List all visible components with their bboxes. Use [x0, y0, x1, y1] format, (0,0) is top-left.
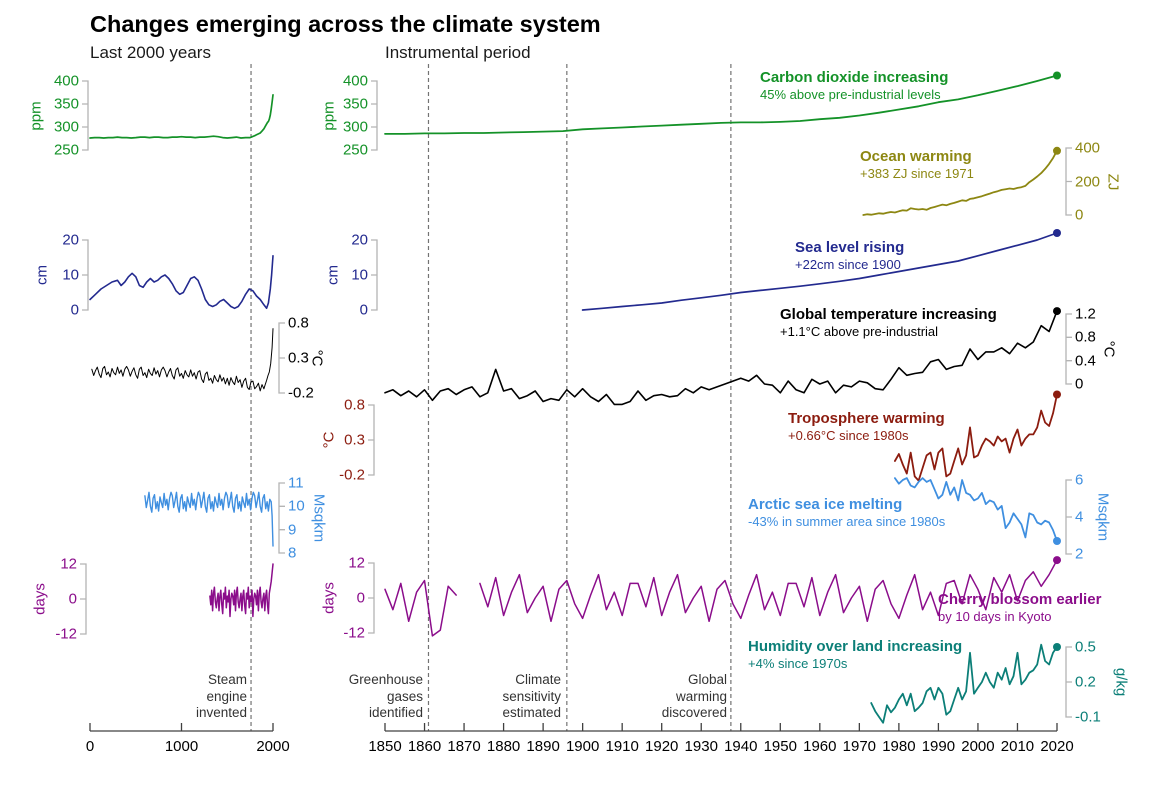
- axis-tick-label-gkg: 0.2: [1075, 673, 1096, 691]
- series-annotation-subtitle: 45% above pre-industrial levels: [760, 87, 941, 102]
- axis-tick-label-cm_r: 20: [351, 231, 368, 249]
- series-annotation-title: Global temperature increasing: [780, 306, 997, 323]
- event-annotation-line: invented: [195, 705, 247, 720]
- series-line-humidity: [871, 645, 1057, 723]
- series-line-sea-instrumental: [583, 233, 1057, 310]
- end-dot-temp-instrumental: [1053, 307, 1061, 315]
- end-dot-cherry-instrumental-b: [1053, 556, 1061, 564]
- axis-tick-label-ppm_r: 300: [342, 118, 368, 136]
- axis-bracket-days_l: [80, 564, 86, 634]
- event-annotation-line: engine: [206, 688, 247, 704]
- x-tick-label: 1920: [645, 738, 679, 755]
- axis-bracket-cm_r: [371, 240, 377, 310]
- series-line-co2-instrumental: [385, 76, 1057, 134]
- axis-tick-label-cm_r: 0: [359, 301, 368, 319]
- axis-tick-label-degc_t: -0.2: [339, 466, 365, 484]
- x-tick-label: 1900: [565, 738, 600, 755]
- x-tick-label: 1890: [526, 738, 560, 755]
- x-axis-instrumental: [385, 723, 1057, 731]
- event-annotation-line: gases: [386, 688, 423, 704]
- axis-bracket-degc_g: [1066, 314, 1072, 384]
- x-tick-label: 1940: [724, 738, 758, 755]
- x-axis-last2000: [90, 723, 273, 731]
- x-tick-label: 2000: [961, 738, 995, 755]
- axis-unit-label-days_r: days: [320, 582, 338, 614]
- x-tick-label: 2000: [256, 738, 290, 755]
- axis-tick-label-degc_l: -0.2: [288, 384, 314, 402]
- axis-tick-label-cm_l: 20: [62, 231, 79, 249]
- series-annotation-title: Cherry blossom earlier: [938, 591, 1102, 608]
- axis-unit-label-cm_l: cm: [33, 265, 51, 285]
- axis-tick-label-degc_g: 1.2: [1075, 305, 1096, 323]
- axis-tick-label-ppm_l: 300: [53, 118, 79, 136]
- series-line-arctic-instrumental: [895, 478, 1057, 541]
- event-annotation-line: warming: [675, 688, 727, 704]
- x-tick-label: 2010: [1000, 738, 1035, 755]
- x-tick-label: 1850: [368, 738, 402, 755]
- axis-unit-label-gkg: g/kg: [1112, 667, 1130, 697]
- axis-tick-label-msqkm_r: 6: [1075, 471, 1084, 489]
- event-annotation-line: estimated: [502, 705, 561, 720]
- series-line-arctic-last2000: [145, 492, 273, 546]
- subtitle-instrumental-period: Instrumental period: [385, 43, 531, 62]
- series-annotation-title: Carbon dioxide increasing: [760, 69, 949, 86]
- axis-bracket-cm_l: [82, 240, 88, 310]
- event-annotation-line: Greenhouse: [348, 672, 423, 687]
- event-annotation-line: Climate: [515, 672, 561, 687]
- event-annotation-line: sensitivity: [502, 688, 561, 704]
- axis-tick-label-days_l: -12: [55, 625, 77, 643]
- x-tick-label: 1870: [447, 738, 481, 755]
- axis-tick-label-ppm_r: 350: [342, 95, 368, 113]
- axis-unit-label-degc_l: °C: [308, 349, 326, 367]
- axis-tick-label-zj: 400: [1075, 139, 1101, 157]
- axis-unit-label-msqkm_l: Msqkm: [310, 493, 328, 543]
- axis-bracket-ppm_r: [371, 81, 377, 150]
- series-annotation-subtitle: +0.66°C since 1980s: [788, 428, 909, 443]
- end-dot-sea-instrumental: [1053, 229, 1061, 237]
- axis-tick-label-gkg: -0.1: [1075, 708, 1101, 726]
- axis-tick-label-cm_l: 0: [70, 301, 79, 319]
- axis-tick-label-msqkm_r: 4: [1075, 508, 1084, 526]
- axis-tick-label-days_r: 0: [356, 589, 365, 607]
- axis-tick-label-cm_l: 10: [62, 266, 79, 284]
- axis-tick-label-cm_r: 10: [351, 266, 368, 284]
- x-tick-label: 0: [85, 738, 95, 755]
- series-line-co2-last2000: [90, 95, 273, 138]
- event-annotation-line: Global: [687, 672, 727, 687]
- axis-bracket-msqkm_l: [279, 483, 285, 553]
- subtitle-last-2000-years: Last 2000 years: [90, 43, 211, 62]
- end-dot-humidity: [1053, 643, 1061, 651]
- axis-unit-label-zj: ZJ: [1104, 173, 1122, 190]
- axis-bracket-ppm_l: [82, 81, 88, 150]
- x-tick-label: 1000: [164, 738, 199, 755]
- end-dot-troposphere: [1053, 391, 1061, 399]
- axis-bracket-msqkm_r: [1066, 480, 1072, 554]
- series-line-ocean-warming: [863, 151, 1057, 215]
- axis-tick-label-msqkm_r: 2: [1075, 545, 1084, 563]
- axis-tick-label-degc_g: 0: [1075, 375, 1084, 393]
- axis-unit-label-days_l: days: [31, 583, 49, 615]
- page-title: Changes emerging across the climate system: [90, 11, 601, 37]
- axis-tick-label-zj: 0: [1075, 206, 1084, 224]
- axis-bracket-degc_l: [279, 323, 285, 393]
- end-dot-ocean-warming: [1053, 147, 1061, 155]
- axis-tick-label-ppm_r: 250: [342, 141, 368, 159]
- axis-tick-label-gkg: 0.5: [1075, 638, 1096, 656]
- axis-bracket-zj: [1066, 148, 1072, 215]
- axis-unit-label-cm_r: cm: [324, 265, 342, 285]
- axis-unit-label-degc_g: °C: [1100, 340, 1118, 358]
- axis-tick-label-days_r: 12: [348, 554, 365, 572]
- axis-unit-label-ppm_l: ppm: [27, 100, 45, 131]
- x-tick-label: 1860: [407, 738, 442, 755]
- event-annotation-line: discovered: [661, 705, 727, 720]
- series-line-sea-last2000: [90, 256, 273, 308]
- series-annotation-subtitle: +383 ZJ since 1971: [860, 166, 974, 181]
- x-tick-label: 1980: [882, 738, 916, 755]
- axis-tick-label-msqkm_l: 10: [288, 497, 305, 515]
- axis-tick-label-msqkm_l: 9: [288, 521, 297, 539]
- end-dot-arctic-instrumental: [1053, 537, 1061, 545]
- axis-tick-label-msqkm_l: 11: [288, 474, 304, 492]
- axis-tick-label-ppm_r: 400: [342, 72, 368, 90]
- event-annotation-line: Steam: [207, 672, 247, 687]
- event-annotation-line: identified: [368, 705, 423, 720]
- axis-tick-label-degc_t: 0.3: [344, 431, 365, 449]
- axis-tick-label-days_r: -12: [343, 624, 365, 642]
- axis-tick-label-ppm_l: 250: [53, 141, 79, 159]
- series-annotation-title: Humidity over land increasing: [748, 638, 963, 655]
- axis-tick-label-ppm_l: 350: [53, 95, 79, 113]
- axis-tick-label-msqkm_l: 8: [288, 544, 297, 562]
- axis-tick-label-zj: 200: [1075, 173, 1101, 190]
- x-tick-label: 1990: [921, 738, 956, 755]
- axis-unit-label-msqkm_r: Msqkm: [1094, 492, 1112, 542]
- series-annotation-subtitle: +22cm since 1900: [795, 257, 901, 272]
- x-tick-label: 1970: [842, 738, 877, 755]
- axis-tick-label-days_l: 12: [60, 555, 77, 573]
- x-tick-label: 2020: [1040, 738, 1074, 755]
- axis-bracket-degc_t: [368, 405, 374, 475]
- x-tick-label: 1960: [803, 738, 837, 755]
- series-annotation-title: Troposphere warming: [788, 410, 945, 427]
- series-line-cherry-instrumental-a: [385, 581, 456, 636]
- end-dot-co2-instrumental: [1053, 72, 1061, 80]
- axis-bracket-gkg: [1066, 647, 1072, 717]
- axis-tick-label-degc_g: 0.4: [1075, 352, 1096, 370]
- series-annotation-subtitle: +1.1°C above pre-industrial: [780, 324, 939, 339]
- axis-unit-label-ppm_r: ppm: [320, 100, 338, 131]
- axis-tick-label-ppm_l: 400: [53, 72, 79, 90]
- series-annotation-subtitle: by 10 days in Kyoto: [938, 609, 1052, 624]
- series-annotation-title: Ocean warming: [860, 148, 972, 165]
- series-line-temp-last2000: [92, 329, 273, 391]
- series-line-troposphere: [895, 395, 1057, 481]
- axis-bracket-days_r: [368, 563, 374, 633]
- axis-tick-label-days_l: 0: [68, 590, 77, 608]
- series-annotation-title: Arctic sea ice melting: [748, 496, 903, 513]
- x-tick-label: 1930: [684, 738, 718, 755]
- series-line-temp-instrumental: [385, 311, 1057, 404]
- axis-tick-label-degc_g: 0.8: [1075, 328, 1096, 346]
- series-annotation-subtitle: +4% since 1970s: [748, 656, 848, 671]
- x-tick-label: 1880: [486, 738, 521, 755]
- axis-tick-label-degc_l: 0.3: [288, 349, 309, 367]
- x-tick-label: 1950: [763, 738, 797, 755]
- axis-tick-label-degc_l: 0.8: [288, 314, 309, 332]
- axis-unit-label-degc_t: °C: [320, 431, 338, 449]
- x-tick-label: 1910: [605, 738, 639, 755]
- axis-tick-label-degc_t: 0.8: [344, 396, 365, 414]
- series-annotation-title: Sea level rising: [795, 239, 905, 256]
- series-line-cherry-last2000: [210, 564, 273, 617]
- series-annotation-subtitle: -43% in summer area since 1980s: [748, 514, 946, 529]
